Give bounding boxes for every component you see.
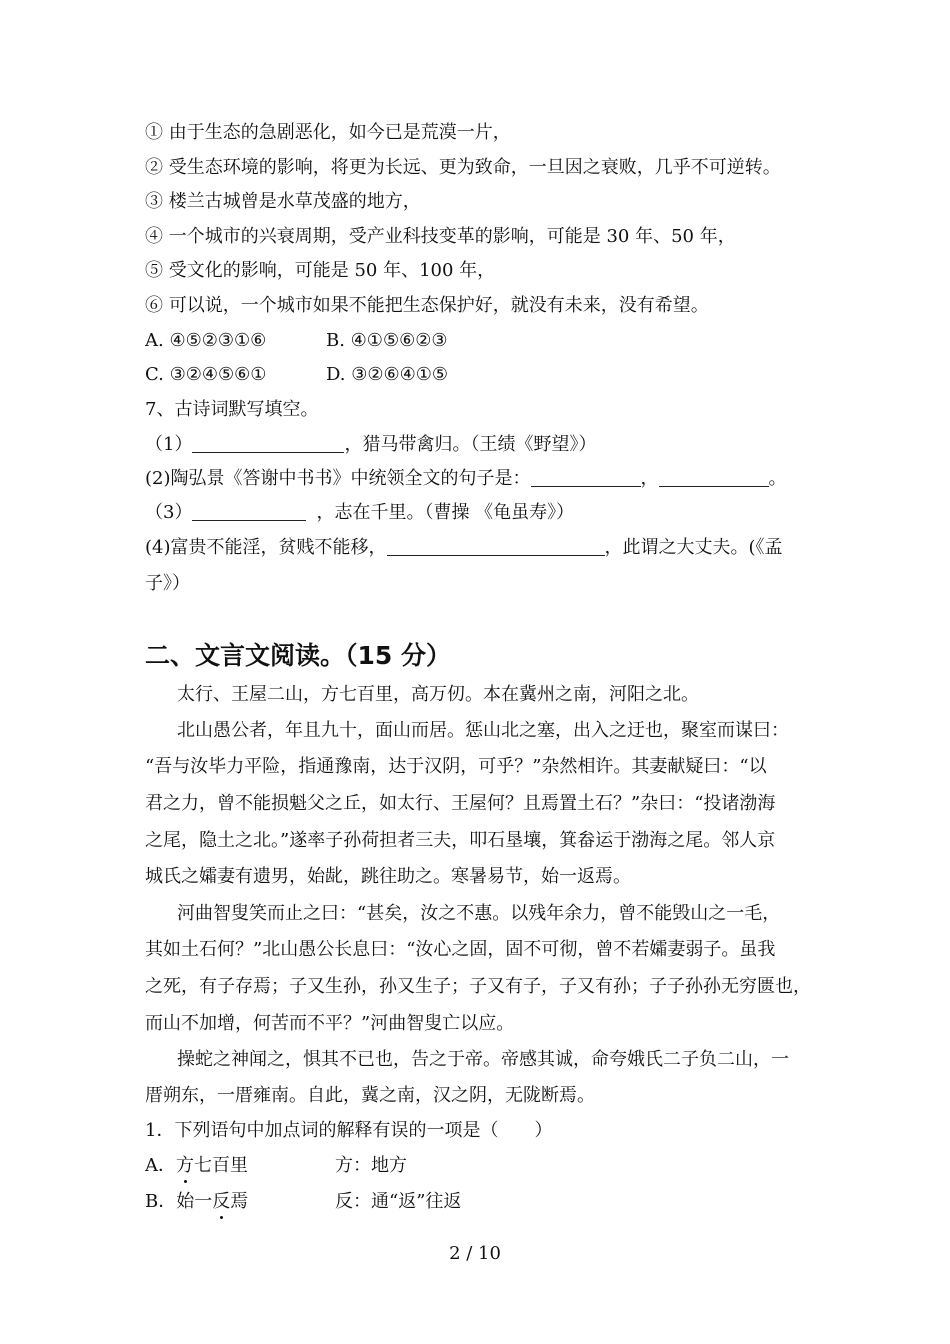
q7-item-2-blank-1[interactable]: [531, 468, 641, 487]
option-a-label: A．: [145, 1155, 176, 1176]
q7-item-4: [145, 536, 783, 560]
passage-p3-line-2: 其如土石何？”北山愚公长息曰：“汝心之固，固不可彻，曾不若孀妻弱子。虽我: [145, 939, 776, 960]
q7-item-3: [145, 501, 574, 525]
option-a-rest: 七百里: [194, 1155, 248, 1176]
passage-paragraph-1: 太行、王屋二山，方七百里，高万仞。本在冀州之南，河阳之北。: [177, 684, 699, 705]
q7-item-3-blank[interactable]: [192, 502, 306, 521]
q7-item-2-prefix: (2)陶弘景《答谢中书书》中统领全文的句子是：: [145, 468, 531, 489]
question-1-stem: 1．下列语句中加点词的解释有误的一项是（ ）: [145, 1120, 553, 1141]
q7-item-1-prefix: （1）: [145, 434, 193, 455]
q7-item-4-prefix: (4)富贵不能淫，贫贱不能移，: [145, 537, 387, 558]
passage-p2-line-3: 君之力，曾不能损魁父之丘，如太行、王屋何？且焉置土石？”杂曰：“投诸渤海: [145, 793, 776, 814]
section-2-heading: 二、文言文阅读。（15 分）: [145, 641, 451, 670]
q7-item-2: [145, 467, 787, 491]
option-d: D. ③②⑥④①⑤: [326, 364, 449, 385]
question-7-title: 7、古诗词默写填空。: [145, 399, 319, 420]
passage-p3-line-1: 河曲智叟笑而止之曰：“甚矣，汝之不惠。以残年余力，曾不能毁山之一毛，: [177, 903, 781, 924]
option-b: B. ④①⑤⑥②③: [326, 330, 448, 351]
option-a-explanation: 方：地方: [335, 1155, 407, 1176]
passage-p2-line-2: “吾与汝毕力平险，指通豫南，达于汉阴，可乎？”杂然相许。其妻献疑曰：“以: [145, 756, 767, 777]
q7-item-3-suffix: ，志在千里。（曹操 《龟虽寿》）: [316, 502, 575, 523]
option-b-dotted-word: 反: [212, 1191, 231, 1212]
question-1-option-a: [145, 1154, 248, 1178]
sentence-1: ① 由于生态的急剧恶化，如今已是荒漠一片，: [145, 122, 511, 143]
q7-item-2-end: 。: [768, 468, 787, 489]
option-b-explanation: 反：通“返”往返: [335, 1191, 462, 1212]
option-c: C. ③②④⑤⑥①: [145, 364, 267, 385]
q7-item-2-blank-2[interactable]: [659, 468, 769, 487]
passage-p4-line-2: 厝朔东，一厝雍南。自此，冀之南，汉之阴，无陇断焉。: [145, 1085, 595, 1106]
passage-p4-line-1: 操蛇之神闻之，惧其不已也，告之于帝。帝感其诚，命夸娥氏二子负二山，一: [177, 1049, 789, 1070]
option-a: A. ④⑤②③①⑥: [145, 330, 267, 351]
sentence-5: ⑤ 受文化的影响，可能是 50 年、100 年，: [145, 260, 496, 281]
sentence-3: ③ 楼兰古城曾是水草茂盛的地方，: [145, 191, 421, 212]
q7-item-4-blank[interactable]: [387, 537, 605, 556]
page-number: 2 / 10: [449, 1243, 501, 1264]
passage-p3-line-4: 而山不加增，何苦而不平？”河曲智叟亡以应。: [145, 1013, 515, 1034]
sentence-4: ④ 一个城市的兴衰周期，受产业科技变革的影响，可能是 30 年、50 年，: [145, 226, 736, 247]
passage-p2-line-1: 北山愚公者，年且九十，面山而居。惩山北之塞，出入之迂也，聚室而谋曰：: [177, 720, 789, 741]
q7-item-1-blank[interactable]: [192, 434, 344, 453]
passage-p2-line-5: 城氏之孀妻有遗男，始龀，跳往助之。寒暑易节，始一返焉。: [145, 866, 631, 887]
passage-p3-line-3: 之死，有子存焉；子又生孙，孙又生子；子又有子，子又有孙；子子孙孙无穷匮也，: [145, 976, 811, 997]
q7-item-1: [145, 433, 596, 457]
passage-p2-line-4: 之尾，隐土之北。”遂率子孙荷担者三夫，叩石垦壤，箕畚运于渤海之尾。邻人京: [145, 830, 776, 851]
q7-item-2-mid: ，: [640, 468, 659, 489]
option-b-label: B．始一: [145, 1191, 213, 1212]
question-1-option-b: [145, 1190, 248, 1214]
q7-item-3-prefix: （3）: [145, 502, 193, 523]
q7-item-4-suffix: ，此谓之大丈夫。(《孟: [604, 537, 783, 558]
option-a-dotted-word: 方: [176, 1155, 194, 1176]
sentence-6: ⑥ 可以说，一个城市如果不能把生态保护好，就没有未来，没有希望。: [145, 295, 709, 316]
q7-item-4-continued: 子》）: [145, 573, 190, 594]
q7-item-1-suffix: ，猎马带禽归。（王绩《野望》）: [344, 434, 597, 455]
option-b-rest: 焉: [230, 1191, 249, 1212]
sentence-2: ② 受生态环境的影响，将更为长远、更为致命，一旦因之衰败，几乎不可逆转。: [145, 157, 781, 178]
